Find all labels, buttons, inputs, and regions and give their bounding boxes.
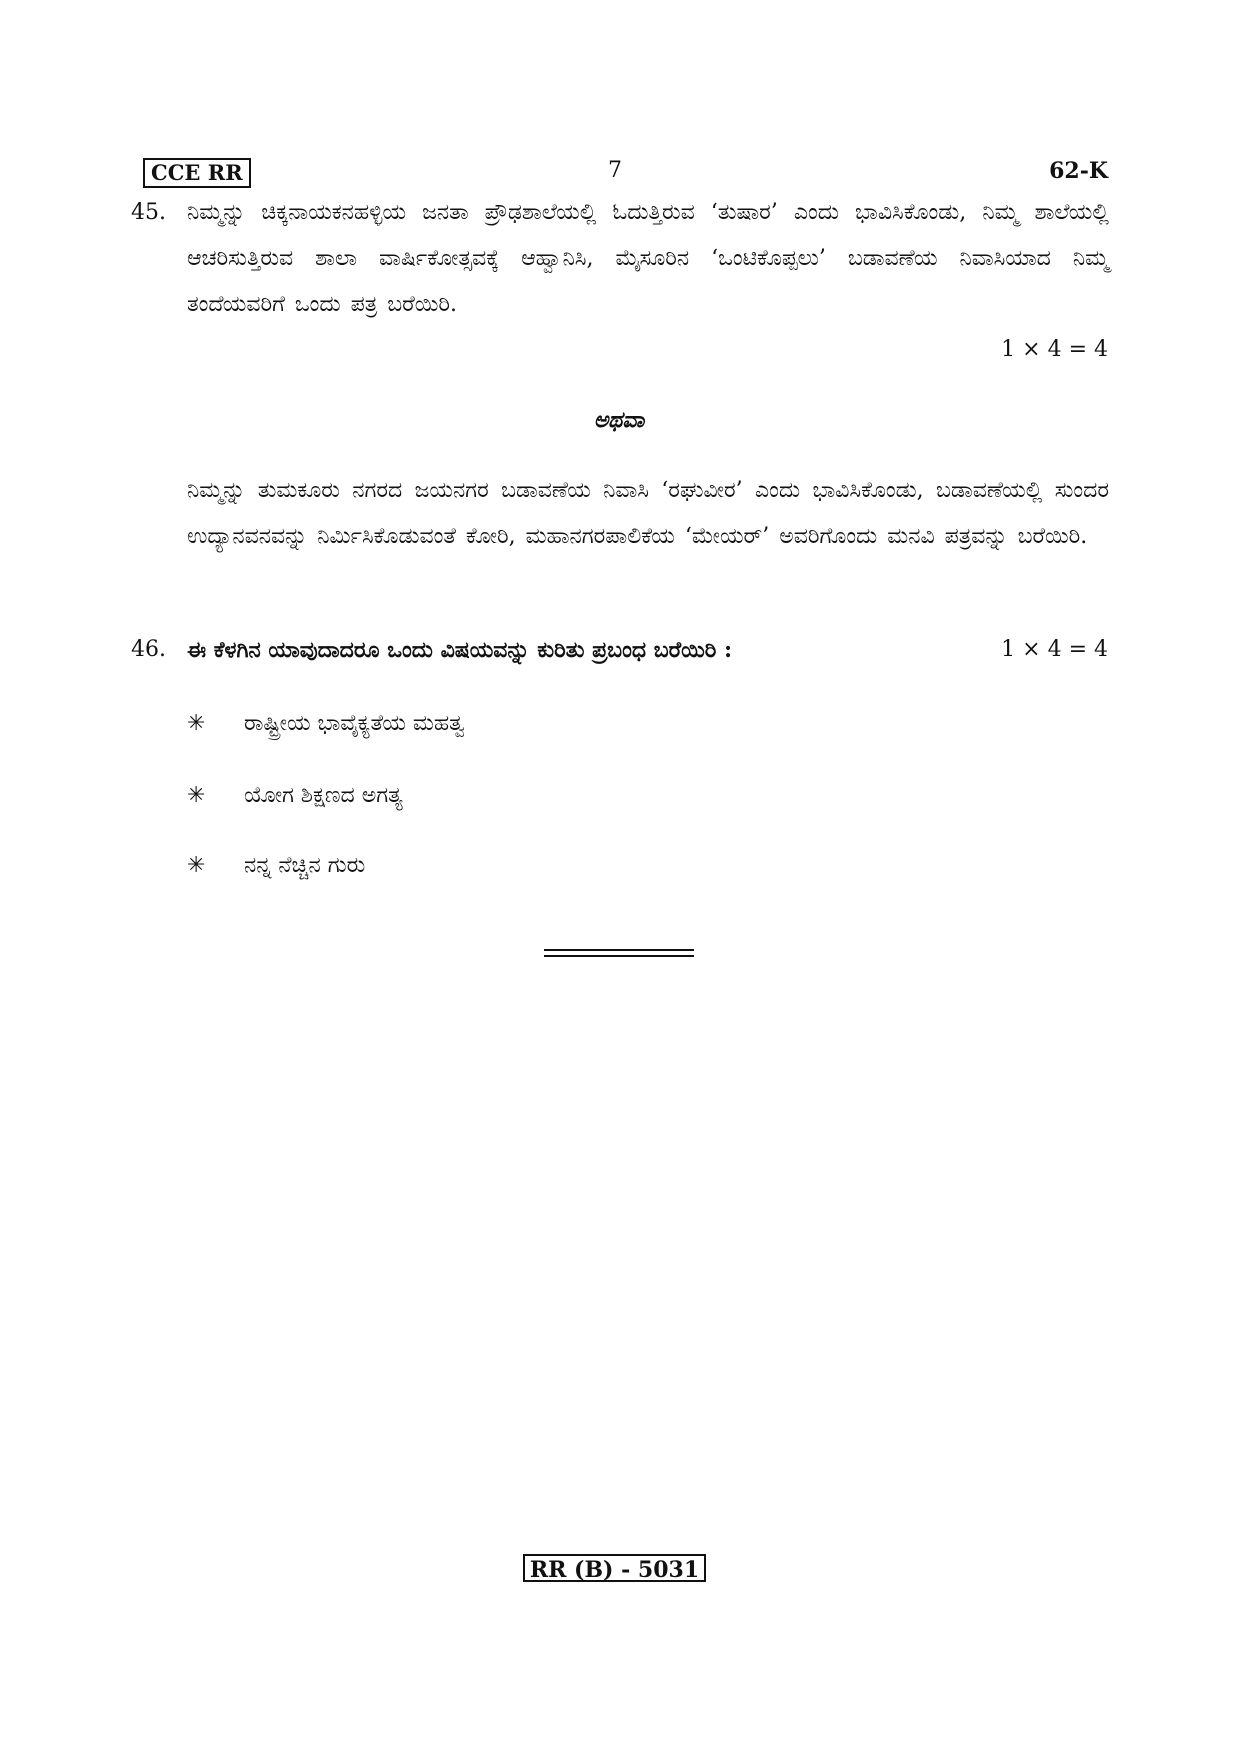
question-46-marks: 1 × 4 = 4 <box>1001 637 1108 662</box>
question-46-text: ಈ ಕೆಳಗಿನ ಯಾವುದಾದರೂ ಒಂದು ವಿಷಯವನ್ನು ಕುರಿತು ಪ್ರಬಂಧ ಬರೆಯಿರಿ : <box>187 637 733 663</box>
list-item <box>187 780 403 812</box>
or-label: ಅಥವಾ <box>593 407 645 433</box>
question-45-number: 45. <box>131 200 166 225</box>
asterisk-bullet-icon: ✳ <box>187 711 206 736</box>
question-45-alternative-text: ನಿಮ್ಮನ್ನು ತುಮಕೂರು ನಗರದ ಜಯನಗರ ಬಡಾವಣೆಯ ನಿವಾಸಿ ‘ರಘುವೀರ’ ಎಂದು ಭಾವಿಸಿಕೊಂಡು, ಬಡಾವಣೆಯಲ್ಲಿ ಸುಂದರ ಉದ್ಯಾನವನವನ್ನು ನಿರ್ಮಿಸಿಕೊಡುವಂತೆ ಕೋರಿ, ಮಹಾನಗರಪಾಲಿಕೆಯ ‘ಮೇಯರ್’ ಅವರಿಗೊಂದು ಮನವಿ ಪತ್ರವನ್ನು ಬರೆಯಿರಿ. <box>187 478 1109 549</box>
question-45-text: ನಿಮ್ಮನ್ನು ಚಿಕ್ಕನಾಯಕನಹಳ್ಳಿಯ ಜನತಾ ಪ್ರೌಢಶಾಲೆಯಲ್ಲಿ ಓದುತ್ತಿರುವ ‘ತುಷಾರ’ ಎಂದು ಭಾವಿಸಿಕೊಂಡು, ನಿಮ್ಮ ಶಾಲೆಯಲ್ಲಿ ಆಚರಿಸುತ್ತಿರುವ ಶಾಲಾ ವಾರ್ಷಿಕೋತ್ಸವಕ್ಕೆ ಆಹ್ವಾನಿಸಿ, ಮೈಸೂರಿನ ‘ಒಂಟಿಕೊಪ್ಪಲು’ ಬಡಾವಣೆಯ ನಿವಾಸಿಯಾದ ನಿಮ್ಮ ತಂದೆಯವರಿಗೆ ಒಂದು ಪತ್ರ ಬರೆಯಿರಿ. <box>187 200 1109 317</box>
topic-text: ರಾಷ್ಟ್ರೀಯ ಭಾವೈಕ್ಯತೆಯ ಮಹತ್ವ <box>244 711 465 736</box>
topic-text: ಯೋಗ ಶಿಕ್ಷಣದ ಅಗತ್ಯ <box>244 783 403 808</box>
page-number: 7 <box>608 158 622 183</box>
end-rule-top <box>544 949 694 951</box>
paper-code: 62-K <box>1049 158 1108 184</box>
end-rule-bottom <box>544 955 694 957</box>
question-45-marks: 1 × 4 = 4 <box>1001 337 1108 362</box>
list-item <box>187 850 365 882</box>
series-badge: CCE RR <box>143 158 251 188</box>
list-item <box>187 708 465 740</box>
footer-paper-code: RR (B) - 5031 <box>523 1554 706 1582</box>
question-46-number: 46. <box>131 637 166 662</box>
asterisk-bullet-icon: ✳ <box>187 783 206 808</box>
asterisk-bullet-icon: ✳ <box>187 853 206 878</box>
topic-text: ನನ್ನ ನೆಚ್ಚಿನ ಗುರು <box>244 853 366 878</box>
